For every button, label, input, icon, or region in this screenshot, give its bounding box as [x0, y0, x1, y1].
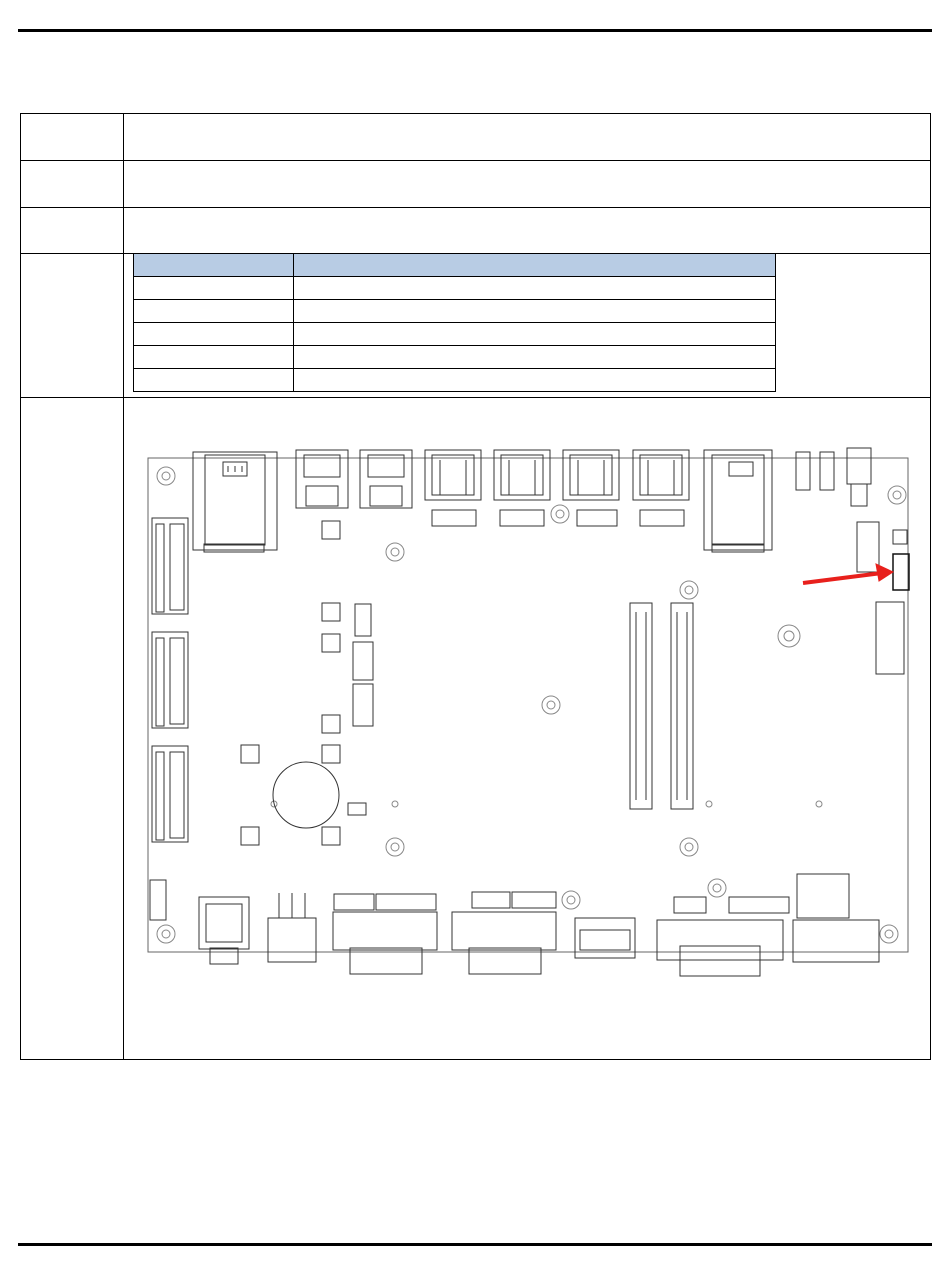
signal-cell: [294, 323, 776, 346]
header-1: [432, 510, 476, 526]
com-port-1: [333, 894, 437, 974]
battery-connector: [348, 803, 366, 815]
left-slot-1: [152, 518, 188, 614]
dc-jack-left: [193, 452, 277, 552]
pointer-arrow: [803, 573, 882, 583]
pin-definition-table: [133, 253, 776, 392]
header-rule: [18, 29, 932, 32]
bottom-power-connector: [199, 897, 249, 964]
pin-header-signal: [294, 254, 776, 277]
pin-table-row: [134, 277, 776, 300]
memory-slot-2: [671, 603, 693, 809]
mounting-holes: [157, 467, 906, 943]
pin-cell: [134, 300, 294, 323]
board-outline: [148, 458, 908, 952]
pin-table-row: [134, 369, 776, 392]
left-slot-3: [152, 746, 188, 842]
left-slot-2: [152, 632, 188, 728]
header-4: [640, 510, 684, 526]
memory-slot-1: [630, 603, 652, 809]
antenna-connector: [847, 448, 871, 506]
diagram-label: [21, 398, 123, 438]
pin-table-row: [134, 323, 776, 346]
bottom-right-connector: [793, 874, 879, 962]
arrow-head-icon: [876, 564, 893, 581]
pin-table-row: [134, 300, 776, 323]
mid-header-2: [353, 642, 373, 680]
pin-cell: [134, 369, 294, 392]
highlighted-connector: [893, 554, 909, 590]
row-divider: [21, 397, 930, 398]
header-3: [577, 510, 617, 526]
spec-label-2: [21, 161, 123, 207]
signal-cell: [294, 346, 776, 369]
pin-header-pin: [134, 254, 294, 277]
chips: [241, 521, 340, 845]
usb-connector-1: [296, 450, 348, 508]
spec-value-3: [124, 208, 930, 253]
header-2: [500, 510, 544, 526]
usb-connector-2: [360, 450, 412, 508]
bottom-left-header: [150, 880, 166, 920]
spec-value-2: [124, 161, 930, 207]
spec-label-1: [21, 114, 123, 160]
footer-rule: [18, 1243, 932, 1246]
spec-value-1: [124, 114, 930, 160]
board-layout-diagram: [130, 440, 920, 980]
battery-icon: [273, 762, 339, 828]
signal-cell: [294, 277, 776, 300]
column-divider: [123, 114, 124, 1059]
pin-header-block: [876, 602, 904, 674]
com-port-2: [452, 892, 556, 974]
pin-table-header: [134, 254, 776, 277]
signal-cell: [294, 369, 776, 392]
signal-cell: [294, 300, 776, 323]
mid-header-1: [355, 604, 371, 636]
mid-header-3: [353, 684, 373, 726]
pin-cell: [134, 346, 294, 369]
pin-table-row: [134, 346, 776, 369]
pin-cell: [134, 323, 294, 346]
dc-jack-right: [704, 450, 772, 552]
vga-port: [657, 897, 789, 976]
spec-label-3: [21, 208, 123, 253]
pin-cell: [134, 277, 294, 300]
small-header: [893, 530, 907, 544]
